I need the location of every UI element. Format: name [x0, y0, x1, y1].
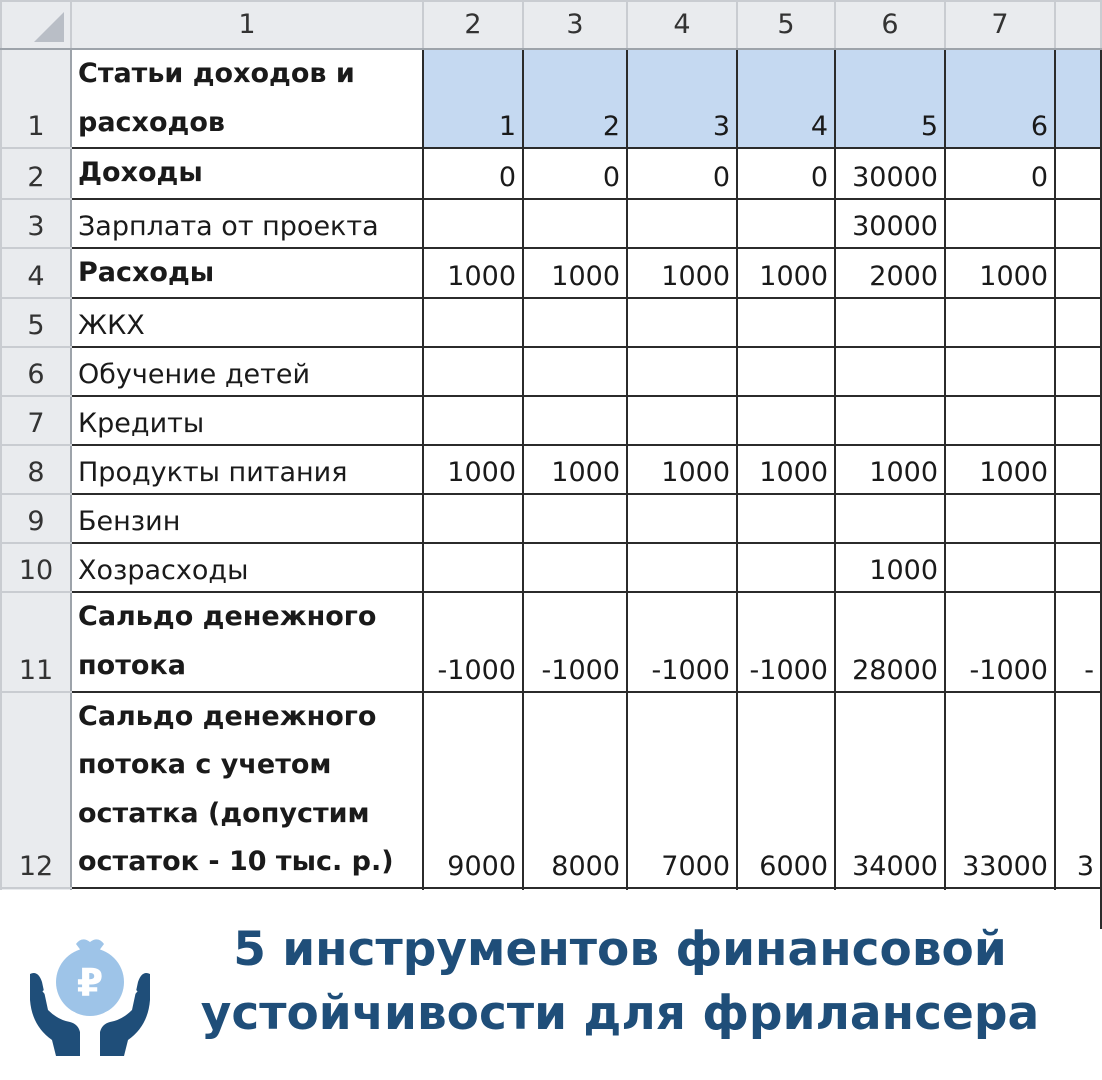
- value-cell[interactable]: 1000: [423, 248, 523, 299]
- value-cell[interactable]: 0: [523, 148, 627, 199]
- value-cell[interactable]: [523, 494, 627, 543]
- value-cell[interactable]: [627, 494, 737, 543]
- period-number-cell[interactable]: 2: [523, 49, 627, 148]
- value-cell[interactable]: 8000: [523, 692, 627, 888]
- value-cell[interactable]: [627, 347, 737, 396]
- value-cell[interactable]: [523, 396, 627, 445]
- period-number-cell[interactable]: [1055, 49, 1101, 148]
- ruble-symbol: ₽: [76, 961, 104, 1005]
- value-cell[interactable]: [523, 543, 627, 592]
- hands-holding-coin-icon: [22, 930, 158, 1060]
- value-cell[interactable]: 33000: [945, 692, 1055, 888]
- table-row: [1, 396, 1101, 445]
- value-cell[interactable]: [945, 298, 1055, 347]
- value-cell[interactable]: 1000: [423, 445, 523, 494]
- value-cell[interactable]: -1000: [523, 592, 627, 691]
- row-label-cell[interactable]: Статьи доходов и расходов: [71, 49, 423, 148]
- value-cell[interactable]: [423, 347, 523, 396]
- value-cell[interactable]: 1000: [737, 445, 835, 494]
- row-label-cell[interactable]: Кредиты: [71, 396, 423, 445]
- value-cell[interactable]: 9000: [423, 692, 523, 888]
- column-header-row: [1, 1, 1101, 49]
- value-cell[interactable]: 7000: [627, 692, 737, 888]
- value-cell[interactable]: [737, 199, 835, 248]
- row-header[interactable]: 1: [1, 49, 71, 148]
- value-cell[interactable]: 30000: [835, 199, 945, 248]
- value-cell[interactable]: 1000: [627, 248, 737, 299]
- value-cell[interactable]: [1055, 396, 1101, 445]
- period-number-cell[interactable]: 6: [945, 49, 1055, 148]
- column-header[interactable]: 6: [835, 1, 945, 49]
- period-number-cell[interactable]: 4: [737, 49, 835, 148]
- value-cell[interactable]: 2000: [835, 248, 945, 299]
- value-cell[interactable]: 1000: [945, 445, 1055, 494]
- value-cell[interactable]: 3: [1055, 692, 1101, 888]
- value-cell[interactable]: [423, 494, 523, 543]
- value-cell[interactable]: 0: [737, 148, 835, 199]
- table-row: [1, 543, 1101, 592]
- value-cell[interactable]: [835, 347, 945, 396]
- value-cell[interactable]: [423, 298, 523, 347]
- row-label-cell[interactable]: Доходы: [71, 148, 423, 199]
- period-number-cell[interactable]: 5: [835, 49, 945, 148]
- column-header[interactable]: 7: [945, 1, 1055, 49]
- value-cell[interactable]: 28000: [835, 592, 945, 691]
- value-cell[interactable]: [423, 543, 523, 592]
- value-cell[interactable]: 1000: [835, 445, 945, 494]
- row-header[interactable]: 9: [1, 494, 71, 543]
- row-label-cell[interactable]: Сальдо денежного потока: [71, 592, 423, 691]
- row-header[interactable]: 12: [1, 692, 71, 888]
- value-cell[interactable]: [945, 396, 1055, 445]
- value-cell[interactable]: [1055, 148, 1101, 199]
- value-cell[interactable]: [835, 494, 945, 543]
- value-cell[interactable]: -1000: [945, 592, 1055, 691]
- value-cell[interactable]: -: [1055, 592, 1101, 691]
- value-cell[interactable]: [1055, 248, 1101, 299]
- value-cell[interactable]: [945, 494, 1055, 543]
- column-header[interactable]: 1: [71, 1, 423, 49]
- row-header[interactable]: 8: [1, 445, 71, 494]
- row-label-cell[interactable]: ЖКХ: [71, 298, 423, 347]
- row-label-cell[interactable]: Бензин: [71, 494, 423, 543]
- row-label-cell[interactable]: Зарплата от проекта: [71, 199, 423, 248]
- row-header[interactable]: 2: [1, 148, 71, 199]
- value-cell[interactable]: [835, 298, 945, 347]
- headline: [180, 918, 1060, 1046]
- value-cell[interactable]: [737, 347, 835, 396]
- column-header[interactable]: 4: [627, 1, 737, 49]
- value-cell[interactable]: [523, 298, 627, 347]
- value-cell[interactable]: [737, 494, 835, 543]
- value-cell[interactable]: [423, 199, 523, 248]
- row-header[interactable]: 6: [1, 347, 71, 396]
- row-label-cell[interactable]: Хозрасходы: [71, 543, 423, 592]
- value-cell[interactable]: 1000: [737, 248, 835, 299]
- value-cell[interactable]: [1055, 199, 1101, 248]
- row-label-cell[interactable]: Расходы: [71, 248, 423, 299]
- table-row: [1, 49, 1101, 148]
- title-banner: [0, 890, 1080, 1080]
- select-all-triangle-icon: [34, 12, 64, 42]
- value-cell[interactable]: [1055, 543, 1101, 592]
- table-row: [1, 248, 1101, 299]
- value-cell[interactable]: [523, 199, 627, 248]
- row-header[interactable]: 10: [1, 543, 71, 592]
- value-cell[interactable]: [627, 298, 737, 347]
- table-row: [1, 298, 1101, 347]
- column-header[interactable]: 3: [523, 1, 627, 49]
- table-row: [1, 692, 1101, 888]
- value-cell[interactable]: [627, 199, 737, 248]
- value-cell[interactable]: 0: [627, 148, 737, 199]
- row-header[interactable]: 11: [1, 592, 71, 691]
- value-cell[interactable]: [1055, 494, 1101, 543]
- column-header[interactable]: 2: [423, 1, 523, 49]
- row-header[interactable]: 7: [1, 396, 71, 445]
- period-number-cell[interactable]: 3: [627, 49, 737, 148]
- value-cell[interactable]: -1000: [737, 592, 835, 691]
- row-header[interactable]: 4: [1, 248, 71, 299]
- headline-line-2: устойчивости для фрилансера: [200, 986, 1040, 1041]
- value-cell[interactable]: 0: [423, 148, 523, 199]
- row-label-cell[interactable]: Обучение детей: [71, 347, 423, 396]
- row-label-cell[interactable]: Сальдо денежного потока с учетом остатка (допустим остаток - 10 тыс. р.): [71, 692, 423, 888]
- value-cell[interactable]: [423, 396, 523, 445]
- value-cell[interactable]: [737, 396, 835, 445]
- column-header[interactable]: 5: [737, 1, 835, 49]
- value-cell[interactable]: [737, 543, 835, 592]
- value-cell[interactable]: 34000: [835, 692, 945, 888]
- table-row: [1, 347, 1101, 396]
- value-cell[interactable]: 1000: [523, 445, 627, 494]
- row-header[interactable]: 5: [1, 298, 71, 347]
- value-cell[interactable]: 1000: [835, 543, 945, 592]
- value-cell[interactable]: [523, 347, 627, 396]
- table-row: [1, 199, 1101, 248]
- value-cell[interactable]: 1000: [627, 445, 737, 494]
- column-header[interactable]: [1055, 1, 1101, 49]
- row-label-cell[interactable]: Продукты питания: [71, 445, 423, 494]
- table-row: [1, 445, 1101, 494]
- value-cell[interactable]: [1055, 347, 1101, 396]
- value-cell[interactable]: 30000: [835, 148, 945, 199]
- value-cell[interactable]: [1055, 445, 1101, 494]
- value-cell[interactable]: [835, 396, 945, 445]
- select-all-corner[interactable]: [1, 1, 71, 49]
- value-cell[interactable]: [945, 543, 1055, 592]
- table-row: [1, 148, 1101, 199]
- value-cell[interactable]: 1000: [523, 248, 627, 299]
- table-row: [1, 494, 1101, 543]
- value-cell[interactable]: 0: [945, 148, 1055, 199]
- value-cell[interactable]: [945, 347, 1055, 396]
- value-cell[interactable]: 6000: [737, 692, 835, 888]
- value-cell[interactable]: -1000: [627, 592, 737, 691]
- value-cell[interactable]: [737, 298, 835, 347]
- value-cell[interactable]: -1000: [423, 592, 523, 691]
- row-header[interactable]: 3: [1, 199, 71, 248]
- value-cell[interactable]: 1000: [945, 248, 1055, 299]
- value-cell[interactable]: [627, 543, 737, 592]
- table-row: [1, 592, 1101, 691]
- headline-line-1: 5 инструментов финансовой: [233, 922, 1007, 977]
- value-cell[interactable]: [1055, 298, 1101, 347]
- period-number-cell[interactable]: 1: [423, 49, 523, 148]
- value-cell[interactable]: [945, 199, 1055, 248]
- value-cell[interactable]: [627, 396, 737, 445]
